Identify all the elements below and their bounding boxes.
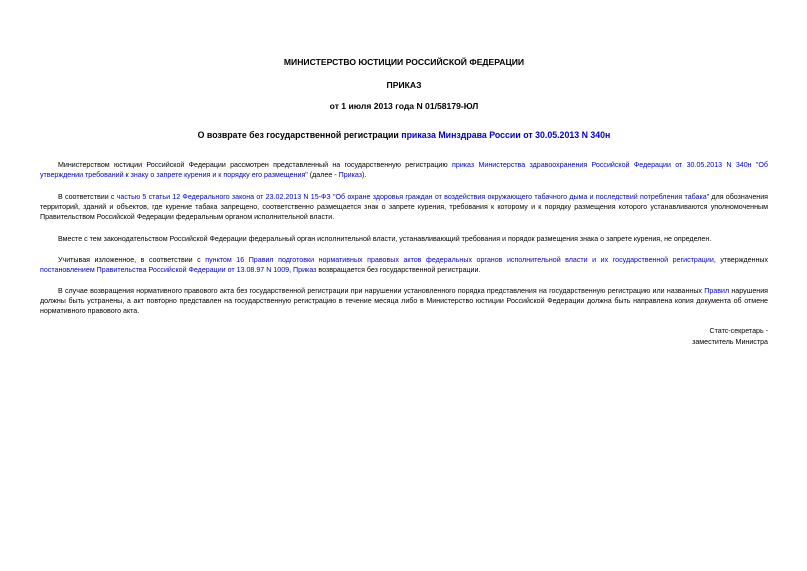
document-page: [40, 0, 768, 571]
paragraph-1: [40, 160, 768, 180]
paragraph-3: [40, 234, 768, 244]
p1-text-a: Министерством юстиции Российской Федерации рассмотрен представленный на государственную регистрацию: [58, 161, 453, 169]
signature-title-line-1: Статс-секретарь -: [709, 327, 768, 335]
p1-link-order-short[interactable]: Приказ: [338, 171, 362, 179]
p5-link-rules[interactable]: Правил: [704, 287, 730, 295]
p4-text-a: Учитывая изложенное, в соответствии с: [58, 256, 206, 264]
p3-text-a: Вместе с тем законодательством Российской Федерации федеральный орган исполнительной власти, устанавливающий требования и порядок размещения знака о запрете курения, не определен.: [58, 235, 712, 243]
document-subject: [40, 130, 768, 141]
p4-text-b: , утвержденных: [713, 256, 769, 264]
paragraph-5: [40, 286, 768, 316]
paragraph-2: [40, 192, 768, 222]
subject-link[interactable]: приказа Минздрава России от 30.05.2013 N 340н: [401, 130, 611, 140]
p4-text-c: ,: [289, 266, 294, 274]
signature-title-line-2: заместитель Министра: [692, 338, 768, 346]
p2-text-a: В соответствии с: [58, 193, 117, 201]
document-type-heading: ПРИКАЗ: [386, 80, 422, 90]
p4-link-order-short[interactable]: Приказ: [293, 266, 317, 274]
p1-text-c: ).: [361, 171, 367, 179]
p4-text-d: возвращается без государственной регистрации.: [316, 266, 481, 274]
ministry-heading: МИНИСТЕРСТВО ЮСТИЦИИ РОССИЙСКОЙ ФЕДЕРАЦИИ: [283, 57, 525, 67]
document-date-number: от 1 июля 2013 года N 01/58179-ЮЛ: [329, 101, 479, 111]
p2-text-b: для обозначения территорий, зданий и объектов, где курение табака запрещено, соответственно размещается знак о запрете курения, требования к которому и к порядку размещения которого устанавливаются уполномоченным Правительством Российской Федерации федеральным органом исполнительной власти.: [40, 193, 768, 221]
p1-link-order[interactable]: приказ Министерства здравоохранения Российской Федерации от 30.05.2013 N 340н "Об утверждении требований к знаку о запрете курения и к порядку его размещения": [40, 161, 768, 179]
p4-link-rules-clause[interactable]: пунктом 16 Правил подготовки нормативных правовых актов федеральных органов исполнительной власти и их государственной регистрации: [205, 256, 714, 264]
p5-text-a: В случае возвращения нормативного правового акта без государственной регистрации при нарушении установленного порядка представления на государственную регистрацию или названных: [58, 287, 705, 295]
p2-link-federal-law[interactable]: частью 5 статьи 12 Федерального закона от 23.02.2013 N 15-ФЗ "Об охране здоровья граждан от воздействия окружающего табачного дыма и последствий потребления табака": [116, 193, 710, 201]
paragraph-4: [40, 255, 768, 275]
p4-link-government-decree[interactable]: постановлением Правительства Российской Федерации от 13.08.97 N 1009: [40, 266, 290, 274]
p1-text-b: (далее -: [307, 171, 339, 179]
subject-text: О возврате без государственной регистрации: [197, 130, 402, 140]
p5-text-b: нарушения должны быть устранены, а акт повторно представлен на государственную регистрацию в течение месяца либо в Министерство юстиции Российской Федерации должна быть направлена копия документа об отмене нормативного правового акта.: [40, 287, 769, 315]
